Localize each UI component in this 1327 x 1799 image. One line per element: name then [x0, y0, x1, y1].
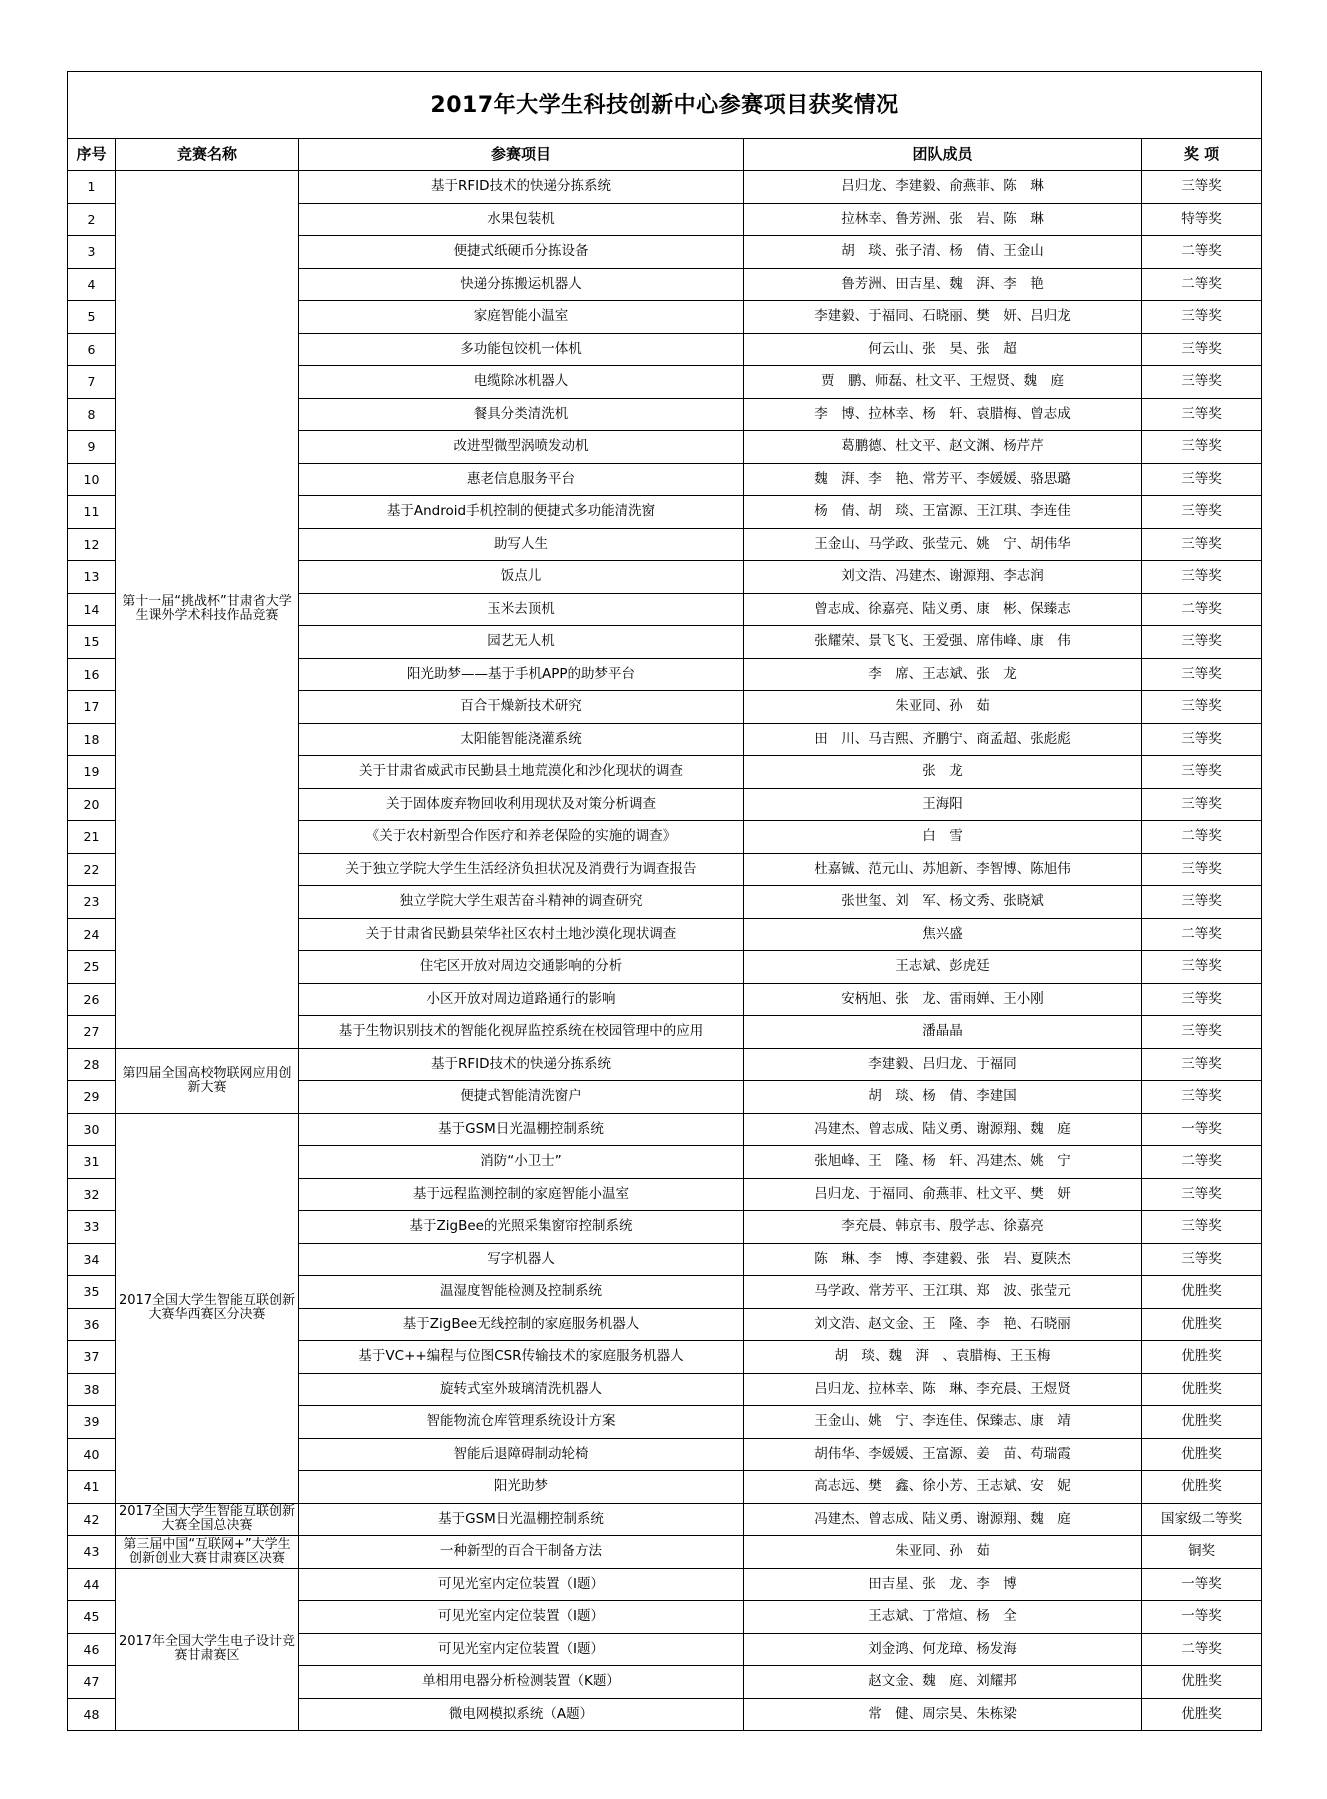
- project-cell: 百合干燥新技术研究: [299, 691, 744, 724]
- row-number: 25: [68, 951, 116, 984]
- team-cell: 曾志成、徐嘉亮、陆义勇、康 彬、保臻志: [744, 593, 1142, 626]
- project-cell: 便捷式智能清洗窗户: [299, 1081, 744, 1114]
- award-cell: 特等奖: [1142, 203, 1262, 236]
- row-number: 33: [68, 1211, 116, 1244]
- project-cell: 一种新型的百合干制备方法: [299, 1536, 744, 1569]
- team-cell: 胡 琰、魏 湃 、袁腊梅、王玉梅: [744, 1341, 1142, 1374]
- project-cell: 惠老信息服务平台: [299, 463, 744, 496]
- project-cell: 基于RFID技术的快递分拣系统: [299, 171, 744, 204]
- team-cell: 张耀荣、景飞飞、王爱强、席伟峰、康 伟: [744, 626, 1142, 659]
- award-cell: 优胜奖: [1142, 1373, 1262, 1406]
- row-number: 41: [68, 1471, 116, 1504]
- row-number: 19: [68, 756, 116, 789]
- team-cell: 刘金鸿、何龙璋、杨发海: [744, 1633, 1142, 1666]
- project-cell: 智能物流仓库管理系统设计方案: [299, 1406, 744, 1439]
- award-cell: 一等奖: [1142, 1601, 1262, 1634]
- team-cell: 王志斌、彭虎廷: [744, 951, 1142, 984]
- team-cell: 白 雪: [744, 821, 1142, 854]
- award-cell: 三等奖: [1142, 626, 1262, 659]
- award-cell: 一等奖: [1142, 1113, 1262, 1146]
- row-number: 18: [68, 723, 116, 756]
- project-cell: 消防“小卫士”: [299, 1146, 744, 1179]
- row-number: 26: [68, 983, 116, 1016]
- row-number: 2: [68, 203, 116, 236]
- competition-name: 第四届全国高校物联网应用创新大赛: [116, 1048, 299, 1113]
- header-competition: 竞赛名称: [116, 139, 299, 171]
- award-cell: 优胜奖: [1142, 1666, 1262, 1699]
- project-cell: 快递分拣搬运机器人: [299, 268, 744, 301]
- award-cell: 优胜奖: [1142, 1341, 1262, 1374]
- table-row: [68, 1113, 1262, 1146]
- row-number: 32: [68, 1178, 116, 1211]
- row-number: 35: [68, 1276, 116, 1309]
- team-cell: 拉林幸、鲁芳洲、张 岩、陈 琳: [744, 203, 1142, 236]
- row-number: 6: [68, 333, 116, 366]
- award-cell: 三等奖: [1142, 1178, 1262, 1211]
- award-cell: 二等奖: [1142, 1146, 1262, 1179]
- row-number: 45: [68, 1601, 116, 1634]
- award-cell: 一等奖: [1142, 1568, 1262, 1601]
- project-cell: 基于生物识别技术的智能化视屏监控系统在校园管理中的应用: [299, 1016, 744, 1049]
- project-cell: 关于独立学院大学生生活经济负担状况及消费行为调查报告: [299, 853, 744, 886]
- team-cell: 高志远、樊 鑫、徐小芳、王志斌、安 妮: [744, 1471, 1142, 1504]
- row-number: 8: [68, 398, 116, 431]
- competition-name: 第三届中国“互联网+”大学生创新创业大赛甘肃赛区决赛: [116, 1536, 299, 1569]
- row-number: 14: [68, 593, 116, 626]
- award-cell: 三等奖: [1142, 1048, 1262, 1081]
- project-cell: 便捷式纸硬币分拣设备: [299, 236, 744, 269]
- team-cell: 冯建杰、曾志成、陆义勇、谢源翔、魏 庭: [744, 1503, 1142, 1536]
- project-cell: 单相用电器分析检测装置（K题）: [299, 1666, 744, 1699]
- header-team: 团队成员: [744, 139, 1142, 171]
- table-row: [68, 1503, 1262, 1536]
- project-cell: 家庭智能小温室: [299, 301, 744, 334]
- project-cell: 旋转式室外玻璃清洗机器人: [299, 1373, 744, 1406]
- project-cell: 助写人生: [299, 528, 744, 561]
- team-cell: 魏 湃、李 艳、常芳平、李媛媛、骆思璐: [744, 463, 1142, 496]
- team-cell: 王金山、马学政、张莹元、姚 宁、胡伟华: [744, 528, 1142, 561]
- award-cell: 国家级二等奖: [1142, 1503, 1262, 1536]
- row-number: 10: [68, 463, 116, 496]
- row-number: 30: [68, 1113, 116, 1146]
- team-cell: 杜嘉铖、范元山、苏旭新、李智博、陈旭伟: [744, 853, 1142, 886]
- header-no: 序号: [68, 139, 116, 171]
- project-cell: 智能后退障碍制动轮椅: [299, 1438, 744, 1471]
- award-cell: 三等奖: [1142, 301, 1262, 334]
- row-number: 27: [68, 1016, 116, 1049]
- team-cell: 王海阳: [744, 788, 1142, 821]
- project-cell: 可见光室内定位装置（I题）: [299, 1601, 744, 1634]
- team-cell: 胡 琰、杨 倩、李建国: [744, 1081, 1142, 1114]
- project-cell: 写字机器人: [299, 1243, 744, 1276]
- team-cell: 赵文金、魏 庭、刘耀邦: [744, 1666, 1142, 1699]
- project-cell: 可见光室内定位装置（I题）: [299, 1568, 744, 1601]
- row-number: 24: [68, 918, 116, 951]
- award-cell: 三等奖: [1142, 723, 1262, 756]
- award-cell: 二等奖: [1142, 821, 1262, 854]
- table-row: [68, 1536, 1262, 1569]
- team-cell: 常 健、周宗昊、朱栋梁: [744, 1698, 1142, 1731]
- row-number: 29: [68, 1081, 116, 1114]
- team-cell: 焦兴盛: [744, 918, 1142, 951]
- team-cell: 冯建杰、曾志成、陆义勇、谢源翔、魏 庭: [744, 1113, 1142, 1146]
- row-number: 20: [68, 788, 116, 821]
- award-cell: 三等奖: [1142, 951, 1262, 984]
- award-cell: 三等奖: [1142, 463, 1262, 496]
- row-number: 42: [68, 1503, 116, 1536]
- award-cell: 三等奖: [1142, 496, 1262, 529]
- project-cell: 餐具分类清洗机: [299, 398, 744, 431]
- row-number: 40: [68, 1438, 116, 1471]
- row-number: 11: [68, 496, 116, 529]
- awards-table: [67, 71, 1262, 1731]
- project-cell: 独立学院大学生艰苦奋斗精神的调查研究: [299, 886, 744, 919]
- row-number: 4: [68, 268, 116, 301]
- row-number: 38: [68, 1373, 116, 1406]
- award-cell: 三等奖: [1142, 1081, 1262, 1114]
- row-number: 48: [68, 1698, 116, 1731]
- project-cell: 园艺无人机: [299, 626, 744, 659]
- row-number: 22: [68, 853, 116, 886]
- row-number: 46: [68, 1633, 116, 1666]
- project-cell: 住宅区开放对周边交通影响的分析: [299, 951, 744, 984]
- row-number: 7: [68, 366, 116, 399]
- header-award: 奖 项: [1142, 139, 1262, 171]
- award-cell: 三等奖: [1142, 853, 1262, 886]
- award-cell: 二等奖: [1142, 236, 1262, 269]
- project-cell: 基于GSM日光温棚控制系统: [299, 1113, 744, 1146]
- row-number: 44: [68, 1568, 116, 1601]
- award-cell: 三等奖: [1142, 788, 1262, 821]
- project-cell: 饭点儿: [299, 561, 744, 594]
- project-cell: 玉米去顶机: [299, 593, 744, 626]
- row-number: 31: [68, 1146, 116, 1179]
- row-number: 23: [68, 886, 116, 919]
- header-project: 参赛项目: [299, 139, 744, 171]
- award-cell: 三等奖: [1142, 691, 1262, 724]
- project-cell: 温湿度智能检测及控制系统: [299, 1276, 744, 1309]
- project-cell: 基于远程监测控制的家庭智能小温室: [299, 1178, 744, 1211]
- award-cell: 三等奖: [1142, 1211, 1262, 1244]
- project-cell: 关于甘肃省威武市民勤县土地荒漠化和沙化现状的调查: [299, 756, 744, 789]
- row-number: 3: [68, 236, 116, 269]
- team-cell: 张旭峰、王 隆、杨 轩、冯建杰、姚 宁: [744, 1146, 1142, 1179]
- award-cell: 优胜奖: [1142, 1471, 1262, 1504]
- project-cell: 基于ZigBee无线控制的家庭服务机器人: [299, 1308, 744, 1341]
- row-number: 9: [68, 431, 116, 464]
- award-cell: 三等奖: [1142, 1243, 1262, 1276]
- team-cell: 李 博、拉林幸、杨 轩、袁腊梅、曾志成: [744, 398, 1142, 431]
- team-cell: 朱亚同、孙 茹: [744, 691, 1142, 724]
- project-cell: 基于VC++编程与位图CSR传输技术的家庭服务机器人: [299, 1341, 744, 1374]
- award-cell: 优胜奖: [1142, 1308, 1262, 1341]
- row-number: 13: [68, 561, 116, 594]
- page-title: 2017年大学生科技创新中心参赛项目获奖情况: [68, 72, 1262, 139]
- project-cell: 基于GSM日光温棚控制系统: [299, 1503, 744, 1536]
- award-cell: 三等奖: [1142, 431, 1262, 464]
- team-cell: 刘文浩、冯建杰、谢源翔、李志润: [744, 561, 1142, 594]
- table-row: [68, 171, 1262, 204]
- award-cell: 三等奖: [1142, 366, 1262, 399]
- project-cell: 电缆除冰机器人: [299, 366, 744, 399]
- team-cell: 马学政、常芳平、王江琪、郑 波、张莹元: [744, 1276, 1142, 1309]
- award-cell: 三等奖: [1142, 398, 1262, 431]
- team-cell: 吕归龙、李建毅、俞燕菲、陈 琳: [744, 171, 1142, 204]
- project-cell: 基于RFID技术的快递分拣系统: [299, 1048, 744, 1081]
- row-number: 28: [68, 1048, 116, 1081]
- row-number: 43: [68, 1536, 116, 1569]
- row-number: 37: [68, 1341, 116, 1374]
- award-cell: 三等奖: [1142, 1016, 1262, 1049]
- team-cell: 陈 琳、李 博、李建毅、张 岩、夏陕杰: [744, 1243, 1142, 1276]
- row-number: 5: [68, 301, 116, 334]
- award-cell: 三等奖: [1142, 886, 1262, 919]
- team-cell: 刘文浩、赵文金、王 隆、李 艳、石晓丽: [744, 1308, 1142, 1341]
- award-cell: 三等奖: [1142, 561, 1262, 594]
- row-number: 47: [68, 1666, 116, 1699]
- team-cell: 杨 倩、胡 琰、王富源、王江琪、李连佳: [744, 496, 1142, 529]
- project-cell: 关于固体废弃物回收利用现状及对策分析调查: [299, 788, 744, 821]
- award-cell: 优胜奖: [1142, 1698, 1262, 1731]
- award-sheet: [67, 71, 1261, 1731]
- project-cell: 改进型微型涡喷发动机: [299, 431, 744, 464]
- team-cell: 贾 鹏、师磊、杜文平、王煜贤、魏 庭: [744, 366, 1142, 399]
- row-number: 12: [68, 528, 116, 561]
- team-cell: 葛鹏德、杜文平、赵文渊、杨芹芹: [744, 431, 1142, 464]
- team-cell: 朱亚同、孙 茹: [744, 1536, 1142, 1569]
- award-rows: [68, 171, 1262, 1731]
- competition-name: 2017全国大学生智能互联创新大赛全国总决赛: [116, 1503, 299, 1536]
- award-cell: 三等奖: [1142, 658, 1262, 691]
- project-cell: 阳光助梦: [299, 1471, 744, 1504]
- project-cell: 小区开放对周边道路通行的影响: [299, 983, 744, 1016]
- row-number: 21: [68, 821, 116, 854]
- team-cell: 吕归龙、拉林幸、陈 琳、李充晨、王煜贤: [744, 1373, 1142, 1406]
- team-cell: 李充晨、韩京韦、殷学志、徐嘉亮: [744, 1211, 1142, 1244]
- header-row: [68, 139, 1262, 171]
- team-cell: 王金山、姚 宁、李连佳、保臻志、康 靖: [744, 1406, 1142, 1439]
- team-cell: 吕归龙、于福同、俞燕菲、杜文平、樊 妍: [744, 1178, 1142, 1211]
- award-cell: 铜奖: [1142, 1536, 1262, 1569]
- award-cell: 三等奖: [1142, 333, 1262, 366]
- team-cell: 安柄旭、张 龙、雷雨婵、王小刚: [744, 983, 1142, 1016]
- row-number: 39: [68, 1406, 116, 1439]
- award-cell: 二等奖: [1142, 918, 1262, 951]
- award-cell: 优胜奖: [1142, 1438, 1262, 1471]
- award-cell: 二等奖: [1142, 1633, 1262, 1666]
- competition-name: 2017年全国大学生电子设计竞赛甘肃赛区: [116, 1568, 299, 1731]
- project-cell: 多功能包饺机一体机: [299, 333, 744, 366]
- row-number: 15: [68, 626, 116, 659]
- team-cell: 田吉星、张 龙、李 博: [744, 1568, 1142, 1601]
- project-cell: 太阳能智能浇灌系统: [299, 723, 744, 756]
- award-cell: 三等奖: [1142, 171, 1262, 204]
- project-cell: 基于ZigBee的光照采集窗帘控制系统: [299, 1211, 744, 1244]
- award-cell: 三等奖: [1142, 528, 1262, 561]
- project-cell: 《关于农村新型合作医疗和养老保险的实施的调查》: [299, 821, 744, 854]
- team-cell: 李建毅、吕归龙、于福同: [744, 1048, 1142, 1081]
- project-cell: 水果包装机: [299, 203, 744, 236]
- award-cell: 三等奖: [1142, 983, 1262, 1016]
- award-cell: 优胜奖: [1142, 1406, 1262, 1439]
- team-cell: 田 川、马吉熙、齐鹏宁、商孟超、张彪彪: [744, 723, 1142, 756]
- competition-name: 2017全国大学生智能互联创新大赛华西赛区分决赛: [116, 1113, 299, 1503]
- team-cell: 鲁芳洲、田吉星、魏 湃、李 艳: [744, 268, 1142, 301]
- table-row: [68, 1048, 1262, 1081]
- project-cell: 关于甘肃省民勤县荣华社区农村土地沙漠化现状调查: [299, 918, 744, 951]
- team-cell: 张世玺、刘 军、杨文秀、张晓斌: [744, 886, 1142, 919]
- project-cell: 阳光助梦——基于手机APP的助梦平台: [299, 658, 744, 691]
- award-cell: 优胜奖: [1142, 1276, 1262, 1309]
- competition-name: 第十一届“挑战杯”甘肃省大学生课外学术科技作品竞赛: [116, 171, 299, 1049]
- row-number: 1: [68, 171, 116, 204]
- team-cell: 张 龙: [744, 756, 1142, 789]
- team-cell: 李 席、王志斌、张 龙: [744, 658, 1142, 691]
- team-cell: 王志斌、丁常煊、杨 全: [744, 1601, 1142, 1634]
- row-number: 16: [68, 658, 116, 691]
- award-cell: 二等奖: [1142, 268, 1262, 301]
- team-cell: 何云山、张 昊、张 超: [744, 333, 1142, 366]
- award-cell: 三等奖: [1142, 756, 1262, 789]
- team-cell: 胡伟华、李媛媛、王富源、姜 苗、苟瑞霞: [744, 1438, 1142, 1471]
- team-cell: 李建毅、于福同、石晓丽、樊 妍、吕归龙: [744, 301, 1142, 334]
- row-number: 17: [68, 691, 116, 724]
- table-row: [68, 1568, 1262, 1601]
- team-cell: 胡 琰、张子清、杨 倩、王金山: [744, 236, 1142, 269]
- project-cell: 微电网模拟系统（A题）: [299, 1698, 744, 1731]
- row-number: 34: [68, 1243, 116, 1276]
- project-cell: 可见光室内定位装置（I题）: [299, 1633, 744, 1666]
- team-cell: 潘晶晶: [744, 1016, 1142, 1049]
- project-cell: 基于Android手机控制的便捷式多功能清洗窗: [299, 496, 744, 529]
- award-cell: 二等奖: [1142, 593, 1262, 626]
- row-number: 36: [68, 1308, 116, 1341]
